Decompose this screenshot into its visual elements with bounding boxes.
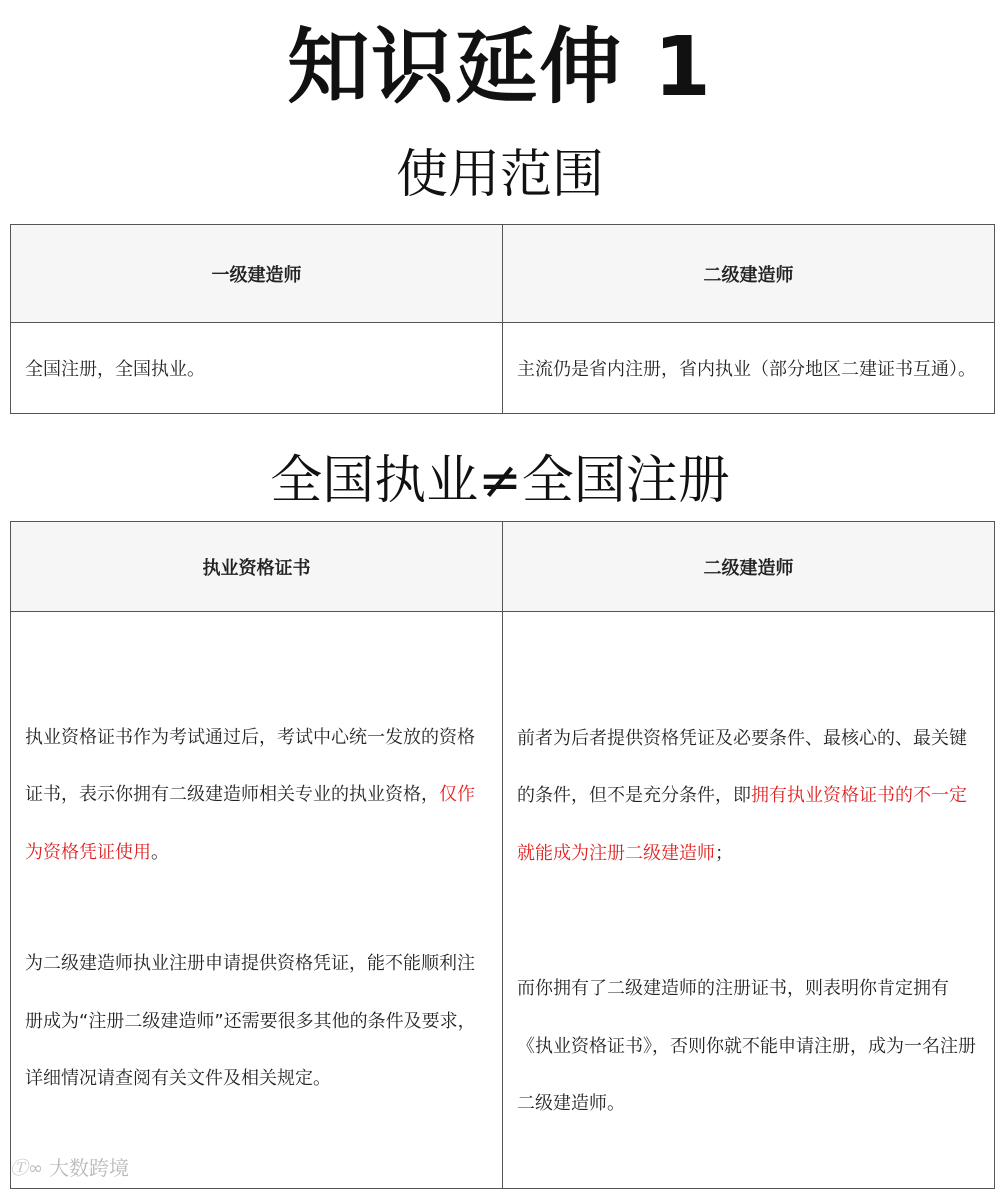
section-title-usage-scope: 使用范围 [395, 145, 604, 205]
practice-register-table [10, 521, 995, 1189]
highlight-text: 仅作为资格凭证使用 [25, 784, 475, 863]
table-row [11, 612, 995, 1189]
table-header-row [11, 225, 995, 323]
highlight-text: 拥有执业资格证书的不一定就能成为注册二级建造师 [517, 785, 967, 864]
watermark-text: 大数跨境 [49, 1156, 129, 1180]
usage-scope-table [10, 224, 995, 414]
main-title: 知识延伸 1 [287, 20, 713, 115]
watermark [10, 1152, 129, 1181]
cell-first-class-scope: 全国注册，全国执业。 [11, 323, 503, 414]
paragraph-text: 。 [151, 841, 169, 863]
paragraph [25, 709, 488, 882]
cell-certificate-description [11, 612, 503, 1189]
header-first-class: 一级建造师 [11, 225, 503, 323]
watermark-logo-icon: Ⓣ∞ [10, 1157, 43, 1179]
cell-second-class-description [503, 612, 995, 1189]
header-qualification-certificate: 执业资格证书 [11, 522, 503, 612]
paragraph-text: 前者为后者提供资格凭证及必要条件、最核心的、最关键的条件，但不是充分条件，即 [517, 727, 967, 806]
paragraph: 为二级建造师执业注册申请提供资格凭证，能不能顺利注册成为“注册二级建造师”还需要很多其他的条件及要求，详细情况请查阅有关文件及相关规定。 [25, 953, 476, 1089]
section-title-practice-vs-register: 全国执业≠全国注册 [270, 451, 730, 511]
cell-second-class-scope: 主流仍是省内注册，省内执业（部分地区二建证书互通）。 [503, 323, 995, 414]
paragraph [517, 710, 980, 883]
paragraph-text: 执业资格证书作为考试通过后，考试中心统一发放的资格证书，表示你拥有二级建造师相关专业的执业资格， [25, 726, 475, 805]
table-row [11, 323, 995, 414]
header-second-class: 二级建造师 [503, 522, 995, 612]
paragraph: 而你拥有了二级建造师的注册证书，则表明你肯定拥有《执业资格证书》，否则你就不能申请注册，成为一名注册二级建造师。 [517, 978, 976, 1114]
table-header-row [11, 522, 995, 612]
paragraph-text: ； [715, 842, 733, 864]
header-second-class: 二级建造师 [503, 225, 995, 323]
